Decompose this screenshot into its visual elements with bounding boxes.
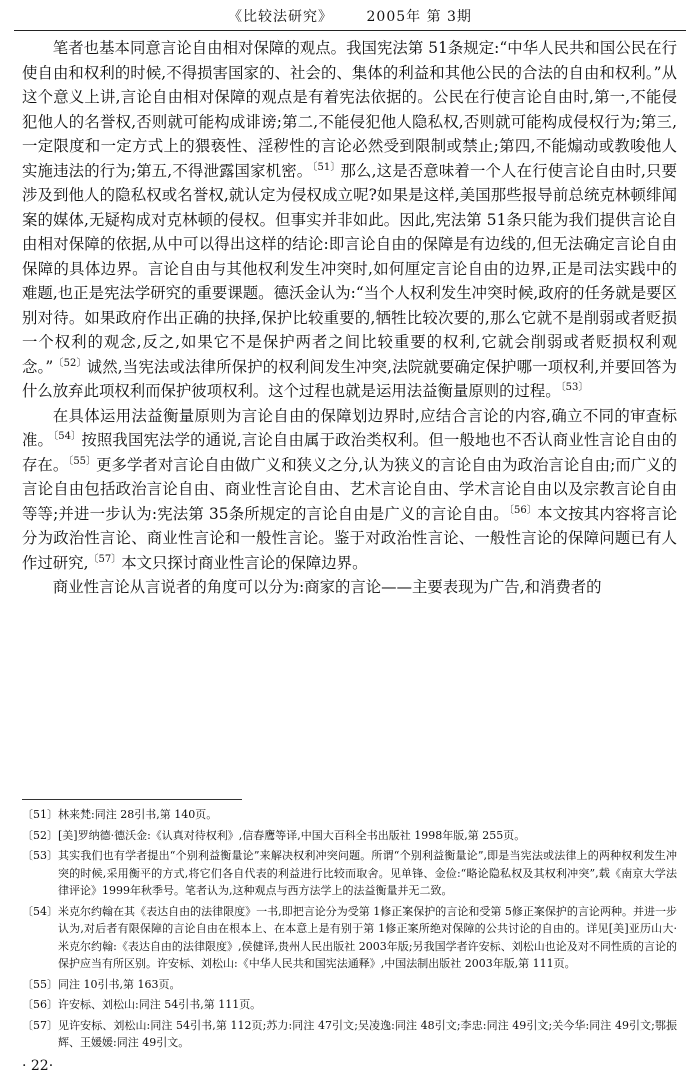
main-text [22, 36, 677, 600]
footnote-text: 林来梵:同注 28引书,第 140页。 [58, 808, 218, 821]
running-header [0, 6, 700, 26]
footnote-item [22, 1017, 677, 1052]
footnote-rule [22, 799, 242, 800]
paragraph-2-part-2: 按照我国宪法学的通说,言论自由属于政治类权利。但一般地也不否认商业性言论自由的存在。 [22, 431, 677, 474]
footnote-text: 其实我们也有学者提出“个别利益衡量论”来解决权利冲突问题。所谓“个别利益衡量论”,即是当宪法或法律上的两种权利发生冲突的时候,采用衡平的方式,将它们各自代表的利益进行比较而取舍。见单锋、金俭:“略论隐私权及其权利冲突”,载《南京大学法律评论》1999年秋季号。笔者认为,这种观点与西方法学上的法益衡量并无二致。 [58, 849, 677, 897]
issue-label: 2005年 第 3期 [366, 9, 472, 25]
paragraph-1-part-2: 那么,这是否意味着一个人在行使言论自由时,只要涉及到他人的隐私权或名誉权,就认定为侵权成立呢?如果是这样,美国那些报导前总统克林顿绯闻案的媒体,无疑构成对克林顿的侵权。但事实并非如此。因此,宪法第 51条只能为我们提供言论自由相对保障的依据,从中可以得出这样的结论:即言论自由的保障是有边线的,但无法确定言论自由保障的具体边界。言论自由与其他权利发生冲突时,如何厘定言论自由的边界,正是司法实践中的难题,也正是宪法学研究的重要课题。德沃金认为:“当个人权利发生冲突时候,政府的任务就是要区别对待。如果政府作出正确的抉择,保护比较重要的,牺牲比较次要的,那么它就不是削弱或者贬损一个权利的观念,反之,如果它不是保护两者之间比较重要的权利,它就会削弱或者贬损权利观念。” [22, 161, 677, 376]
footnote-number: 〔54〕 [22, 904, 58, 918]
paragraph-3: 商业性言论从言说者的角度可以分为:商家的言论——主要表现为广告,和消费者的 [52, 578, 602, 596]
footnote-number: 〔52〕 [22, 828, 58, 842]
footnote-item [22, 976, 677, 994]
footnote-ref-53: 〔53〕 [560, 381, 589, 393]
journal-title: 《比较法研究》 [228, 9, 334, 25]
paragraph-2 [22, 404, 677, 576]
footnote-ref-57: 〔57〕 [88, 553, 122, 565]
footnote-number: 〔51〕 [22, 808, 58, 821]
footnote-number: 〔53〕 [22, 849, 58, 862]
footnote-text: [美]罗纳德·德沃金:《认真对待权利》,信春鹰等译,中国大百科全书出版社 1998年版,第 255页。 [58, 828, 526, 842]
paragraph-1 [22, 36, 677, 404]
footnote-ref-55: 〔55〕 [68, 455, 97, 467]
footnote-ref-54: 〔54〕 [53, 430, 82, 442]
footnote-item [22, 996, 677, 1014]
footnote-item [22, 903, 677, 973]
footnote-number: 〔57〕 [22, 1018, 58, 1032]
footnote-ref-52: 〔52〕 [53, 357, 87, 369]
footnote-ref-56: 〔56〕 [508, 504, 538, 516]
footnote-item [22, 847, 677, 900]
footnote-number: 〔55〕 [22, 977, 58, 991]
footnote-text: 米克尔约翰在其《表达自由的法律限度》一书,即把言论分为受第 1修正案保护的言论和受第 5修正案保护的言论两种。并进一步认为,对后者有限保障的言论自由在根本上、在本意上是有别于第 1修正案所绝对保障的公共讨论的自由的。详见[美]亚历山大·米克尔约翰:《表达自由的法律限度》,侯健译,贵州人民出版社 2003年版;另我国学者许安标、刘松山也论及对不同性质的言论的保护应当有所区别。许安标、刘松山:《中华人民共和国宪法通释》,中国法制出版社 2003年版,第 111页。 [58, 904, 677, 970]
footnote-text: 见许安标、刘松山:同注 54引书,第 112页;苏力:同注 47引文;吴凌逸:同注 48引文;李忠:同注 49引文;关今华:同注 49引文;鄂振辉、王媛媛:同注 49引文。 [58, 1018, 677, 1049]
page-number: · 22· [22, 1058, 54, 1074]
paragraph-1-part-1: 笔者也基本同意言论自由相对保障的观点。我国宪法第 51条规定:“中华人民共和国公民在行使自由和权利的时候,不得损害国家的、社会的、集体的利益和其他公民的合法的自由和权利。”从这个意义上讲,言论自由相对保障的观点是有着宪法依据的。公民在行使言论自由时,第一,不能侵犯他人的名誉权,否则就可能构成诽谤;第二,不能侵犯他人隐私权,否则就可能构成侵权行为;第三,一定限度和一定方式上的猥亵性、淫秽性的言论必然受到限制或禁止;第四,不能煽动或教唆他人实施违法的行为;第五,不得泄露国家机密。 [22, 39, 677, 180]
footnote-text: 同注 10引书,第 163页。 [58, 977, 181, 991]
footnote-number: 〔56〕 [22, 998, 58, 1011]
paragraph-1-part-3: 诚然,当宪法或法律所保护的权利间发生冲突,法院就要确定保护哪一项权利,并要回答为什么放弃此项权利而保护彼项权利。这个过程也就是运用法益衡量原则的过程。 [22, 357, 678, 400]
paragraph-2-part-1: 在具体运用法益衡量原则为言论自由的保障划边界时,应结合言论的内容,确立不同的审查标准。 [22, 406, 677, 449]
paragraph-2-part-3: 更多学者对言论自由做广义和狭义之分,认为狭义的言论自由为政治言论自由;而广义的言论自由包括政治言论自由、商业性言论自由、艺术言论自由、学术言论自由以及宗教言论自由等等;并进一步认为:宪法第 35条所规定的言论自由是广义的言论自由。 [22, 455, 677, 523]
paragraph-2-part-4: 本文按其内容将言论分为政治性言论、商业性言论和一般性言论。鉴于对政治性言论、一般性言论的保障问题已有人作过研究, [22, 504, 677, 572]
footnote-text: 许安标、刘松山:同注 54引书,第 111页。 [58, 998, 262, 1011]
footnote-item [22, 827, 677, 845]
header-rule [14, 30, 686, 31]
footnotes [22, 806, 677, 1055]
footnote-item [22, 806, 677, 824]
footnote-ref-51: 〔51〕 [312, 161, 341, 173]
paragraph-2-part-5: 本文只探讨商业性言论的保障边界。 [121, 553, 368, 572]
